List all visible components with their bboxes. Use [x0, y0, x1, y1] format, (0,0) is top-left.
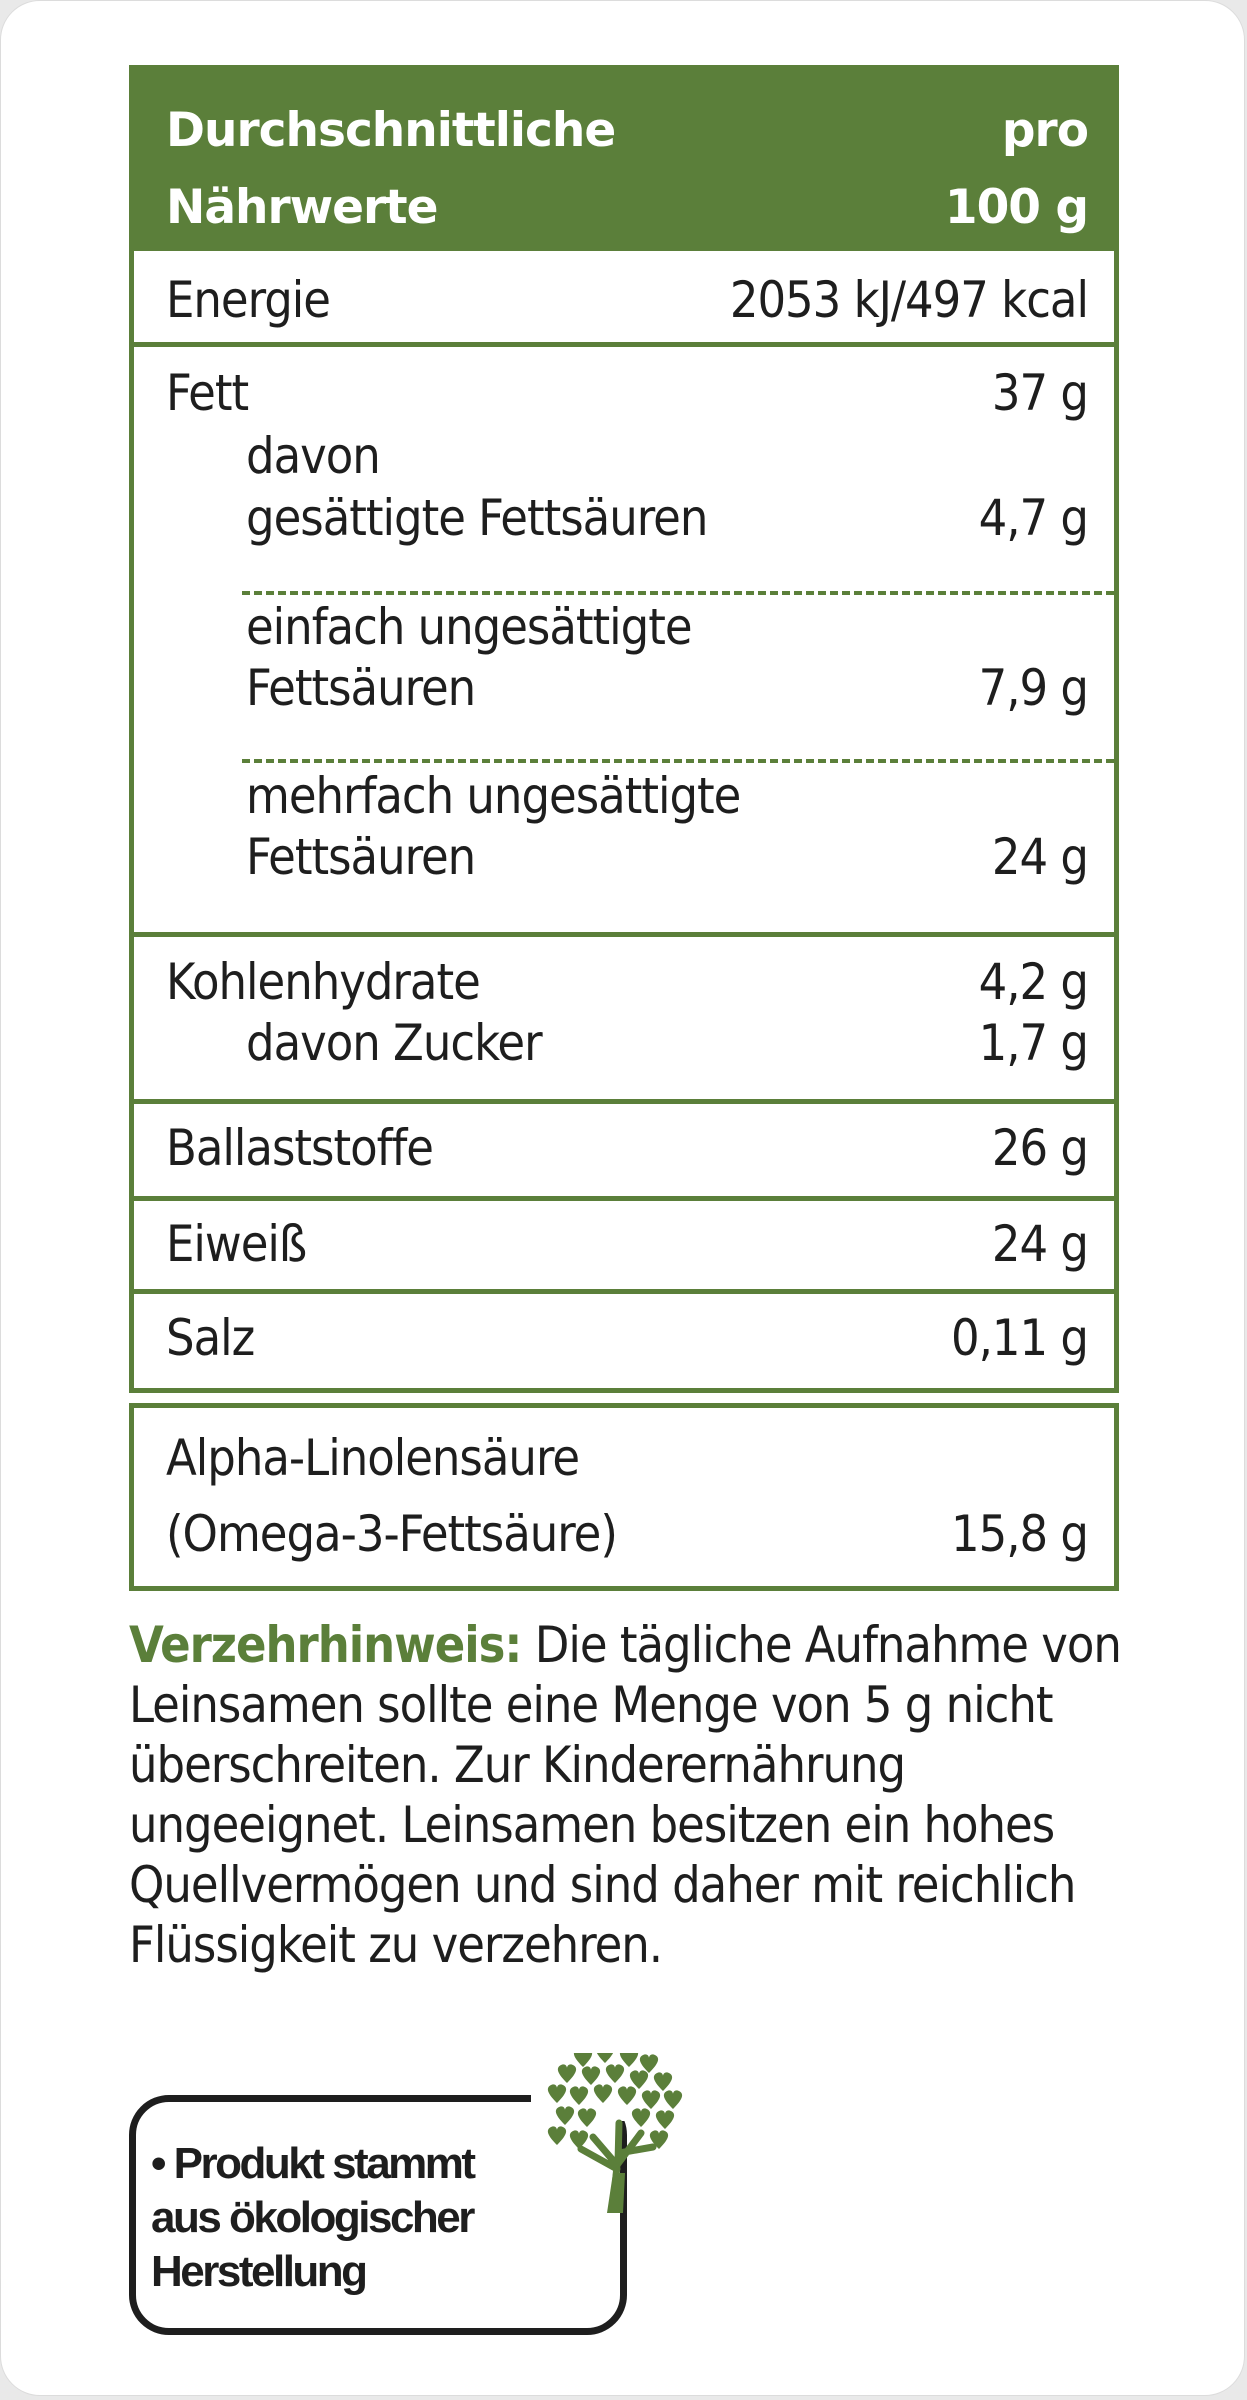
- row-label-einfach-fettsaeuren: Fettsäuren: [246, 659, 476, 717]
- row-value-eiweiss: 24 g: [991, 1215, 1088, 1273]
- row-label-energie: Energie: [166, 271, 330, 329]
- note-line: Quellvermögen und sind daher mit reichlich: [129, 1856, 1076, 1914]
- row-label-einfach: einfach ungesättigte: [246, 598, 692, 656]
- header-right: pro 100 g: [944, 103, 1088, 235]
- row-value-salz: 0,11 g: [951, 1309, 1088, 1367]
- row-label-davon: davon: [246, 427, 380, 485]
- row-label-mehrfach-fettsaeuren: Fettsäuren: [246, 828, 476, 886]
- row-value-fett: 37 g: [991, 364, 1088, 422]
- row-value-energie: 2053 kJ/497 kcal: [729, 271, 1088, 329]
- row-value-kohlenhydrate: 4,2 g: [978, 953, 1088, 1011]
- row-divider: [134, 342, 1114, 347]
- eco-badge-text: • Produkt stammt aus ökologischer Herstellung: [151, 2139, 474, 2296]
- omega-label-2: (Omega-3-Fettsäure): [166, 1505, 617, 1563]
- row-divider: [134, 1289, 1114, 1294]
- row-value-mehrfach: 24 g: [991, 828, 1088, 886]
- row-label-mehrfach: mehrfach ungesättigte: [246, 767, 741, 825]
- row-value-gesaettigte: 4,7 g: [978, 489, 1088, 547]
- row-value-einfach: 7,9 g: [978, 659, 1088, 717]
- table-header: [134, 70, 1114, 251]
- note-line: Die tägliche Aufnahme von: [521, 1616, 1121, 1674]
- row-label-ballaststoffe: Ballaststoffe: [166, 1119, 433, 1177]
- heart-tree-icon: [521, 2053, 721, 2213]
- omega-label-1: Alpha-Linolensäure: [166, 1429, 580, 1487]
- note-line: überschreiten. Zur Kinderernährung: [129, 1736, 906, 1794]
- note-line: Flüssigkeit zu verzehren.: [129, 1916, 663, 1974]
- note-line: Leinsamen sollte eine Menge von 5 g nicht: [129, 1676, 1053, 1734]
- dashed-divider: [242, 591, 1114, 595]
- row-label-zucker: davon Zucker: [246, 1014, 542, 1072]
- row-divider: [134, 1196, 1114, 1201]
- row-label-fett: Fett: [166, 364, 249, 422]
- omega-value: 15,8 g: [951, 1505, 1088, 1563]
- row-label-kohlenhydrate: Kohlenhydrate: [166, 953, 480, 1011]
- note-heading: Verzehrhinweis:: [129, 1616, 522, 1674]
- row-label-gesaettigte: gesättigte Fettsäuren: [246, 489, 708, 547]
- omega-box: [129, 1403, 1119, 1591]
- row-divider: [134, 1099, 1114, 1104]
- row-value-zucker: 1,7 g: [978, 1014, 1088, 1072]
- row-label-salz: Salz: [166, 1309, 255, 1367]
- header-left: Durchschnittliche Nährwerte: [166, 103, 616, 235]
- row-value-ballaststoffe: 26 g: [991, 1119, 1088, 1177]
- consumption-note: [129, 1615, 1129, 1975]
- row-label-eiweiss: Eiweiß: [166, 1215, 307, 1273]
- dashed-divider: [242, 759, 1114, 763]
- nutrition-table: [129, 65, 1119, 1393]
- note-line: ungeeignet. Leinsamen besitzen ein hohes: [129, 1796, 1055, 1854]
- row-divider: [134, 932, 1114, 937]
